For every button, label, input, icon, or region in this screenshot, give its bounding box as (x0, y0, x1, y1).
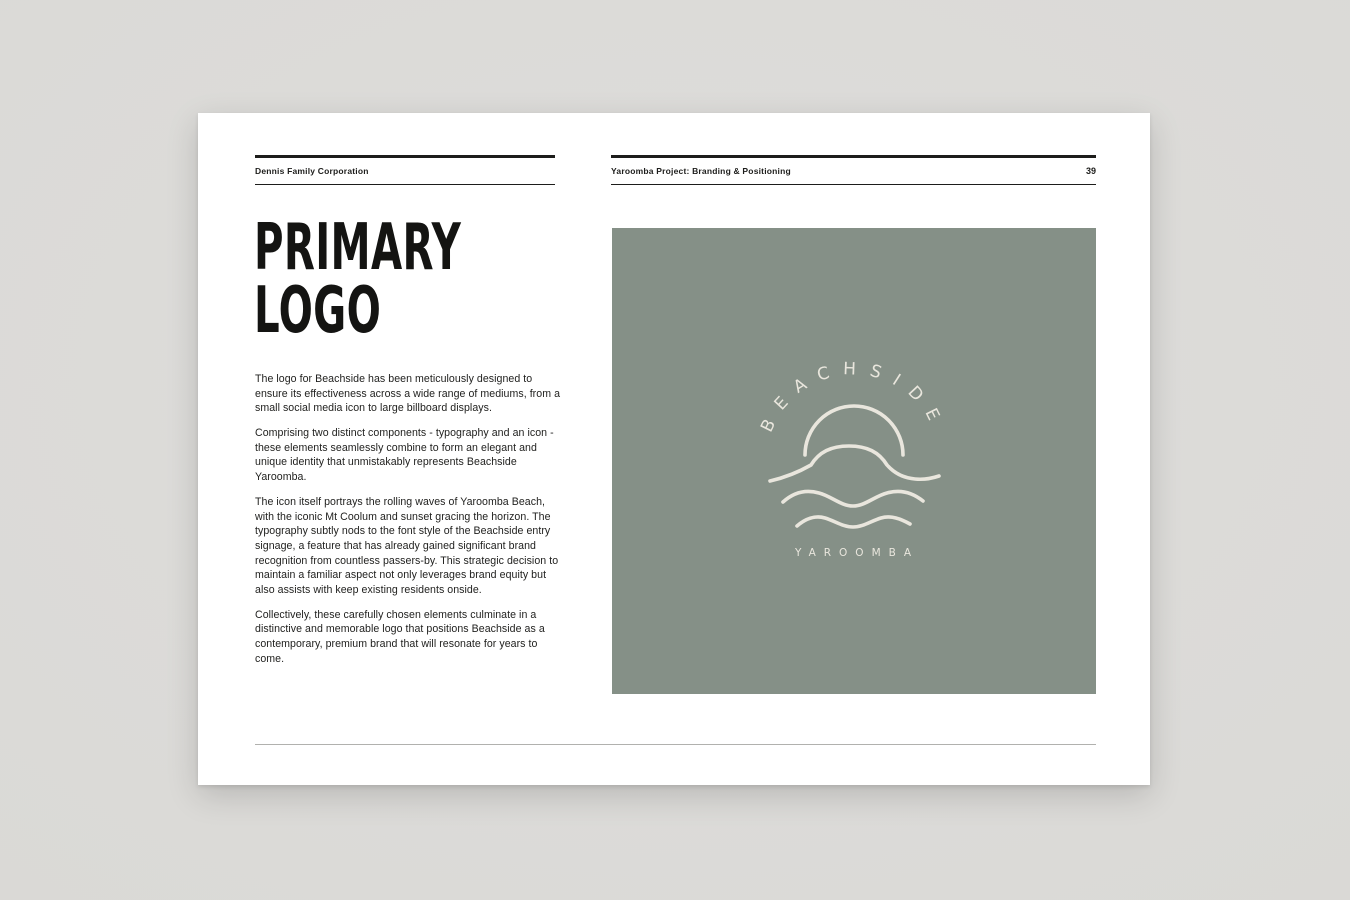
page-title (254, 211, 583, 348)
footer-rule (255, 744, 1096, 745)
project-title: Yaroomba Project: Branding & Positioning (611, 166, 791, 176)
logo-arc-text: BEACHSIDE (757, 359, 949, 436)
company-name: Dennis Family Corporation (255, 166, 369, 176)
document-page (198, 113, 1150, 785)
paragraph: The logo for Beachside has been meticulously designed to ensure its effectiveness across a wide range of mediums, from a small social media icon to large billboard displays. (255, 373, 561, 415)
logo-panel (612, 228, 1096, 694)
page-title-line-1: PRIMARY (254, 211, 462, 285)
paragraph: Comprising two distinct components - typography and an icon - these elements seamlessly combine to form an elegant and unique identity that unmistakably represents Beachside Yaroomba. (255, 427, 554, 484)
paragraph: Collectively, these carefully chosen elements culminate in a distinctive and memorable logo that positions Beachside as a contemporary, premium brand that will resonate for years to come. (255, 608, 545, 665)
logo-wordmark: YAROOMBA (794, 547, 920, 559)
logo-arc-text-group (757, 359, 949, 435)
wave-icon (783, 491, 923, 506)
header-left (255, 155, 555, 185)
mountain-wave-icon (770, 446, 939, 481)
beachside-logo-icon (733, 345, 973, 575)
page-number: 39 (1085, 166, 1096, 176)
body-copy (255, 372, 560, 677)
wave-icon (797, 517, 910, 527)
page-title-line-2: LOGO (254, 274, 382, 348)
header-right (611, 155, 1096, 185)
paragraph: The icon itself portrays the rolling waves of Yaroomba Beach, with the iconic Mt Coolum and sunset gracing the horizon. The typography subtly nods to the font style of the Beachside entry signage, a feature that has already gained significant brand recognition from countless passers-by. This strategic decision to maintain a familiar aspect not only leverages brand equity but also assists with keep existing residents onside. (255, 496, 559, 596)
